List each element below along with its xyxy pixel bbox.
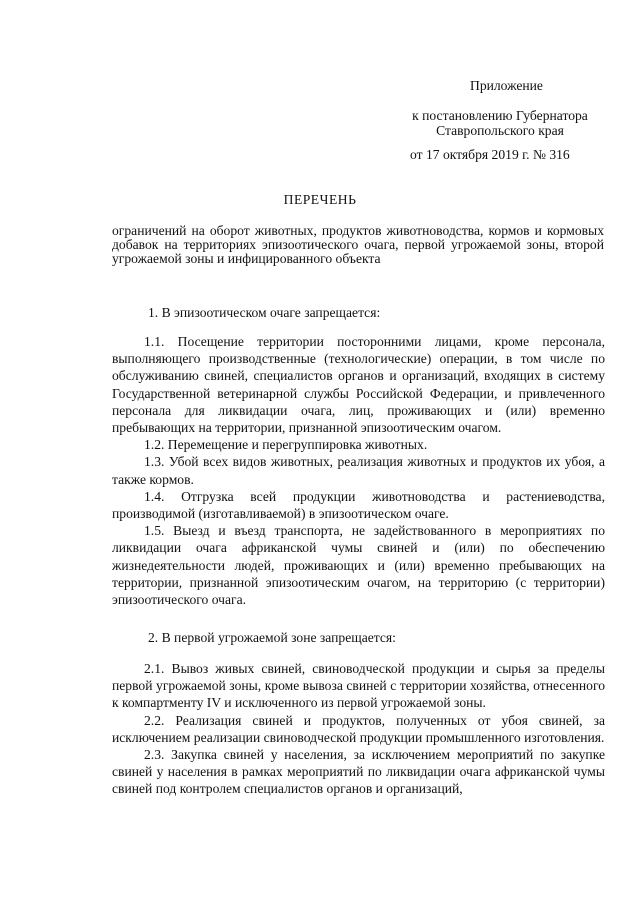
section1-body (112, 333, 605, 608)
appendix-label: Приложение (470, 78, 543, 93)
appendix-date: от 17 октября 2019 г. № 316 (410, 147, 570, 162)
section2-item-2-3: 2.3. Закупка свиней у населения, за исключением мероприятий по закупке свиней у населения в рамках мероприятий по ликвидации очага африканской чумы свиней под контролем специалистов органов и организаций, (112, 747, 605, 797)
section1-heading: 1. В эпизоотическом очаге запрещается: (148, 305, 381, 320)
section2-body (112, 660, 605, 798)
section1-item-1-2: 1.2. Перемещение и перегруппировка животных. (144, 437, 428, 453)
section2-item-2-1: 2.1. Вывоз живых свиней, свиноводческой продукции и сырья за пределы первой угрожаемой зоны, кроме вывоза свиней с территории хозяйства, отнесенного к компартменту IV и исключенного из первой угрожаемой зоны. (112, 661, 605, 711)
section1-item-1-4: 1.4. Отгрузка всей продукции животноводства и растениеводства, производимой (изготавливаемой) в эпизоотическом очаге. (112, 488, 605, 522)
appendix-region-line: Ставропольского края (436, 123, 564, 138)
section1-item-1-1: 1.1. Посещение территории посторонними лицами, кроме персонала, выполняющего производственные (технологические) операции, в том числе по обслуживанию свиней, специалистов органов и организаций, входящих в систему Государственной ветеринарной службы Российской Федерации, и привлеченного персонала для ликвидации очага, лиц, проживающих и (или) временно пребывающих на территории, признанной эпизоотическим очагом. (112, 334, 605, 436)
section2-item-2-2: 2.2. Реализация свиней и продуктов, полученных от убоя свиней, за исключением реализации свиноводческой продукции промышленного изготовления. (112, 712, 605, 745)
document-title: ПЕРЕЧЕНЬ (283, 192, 357, 207)
appendix-decree-line: к постановлению Губернатора (412, 108, 588, 123)
section1-item-1-5: 1.5. Выезд и въезд транспорта, не задействованного в мероприятиях по ликвидации очага африканской чумы свиней и (или) по обеспечению жизнедеятельности людей, проживающих и (или) временно пребывающих на территории, признанной эпизоотическим очагом, на территорию (с территории) эпизоотического очага. (112, 523, 605, 608)
section1-item-1-3: 1.3. Убой всех видов животных, реализация животных и продуктов их убоя, а также кормов. (112, 454, 605, 487)
document-subtitle: ограничений на оборот животных, продуктов животноводства, кормов и кормовых добавок на территориях эпизоотического очага, первой угрожаемой зоны, второй угрожаемой зоны и инфицированного объекта (112, 223, 604, 266)
section2-heading: 2. В первой угрожаемой зоне запрещается: (148, 630, 396, 645)
